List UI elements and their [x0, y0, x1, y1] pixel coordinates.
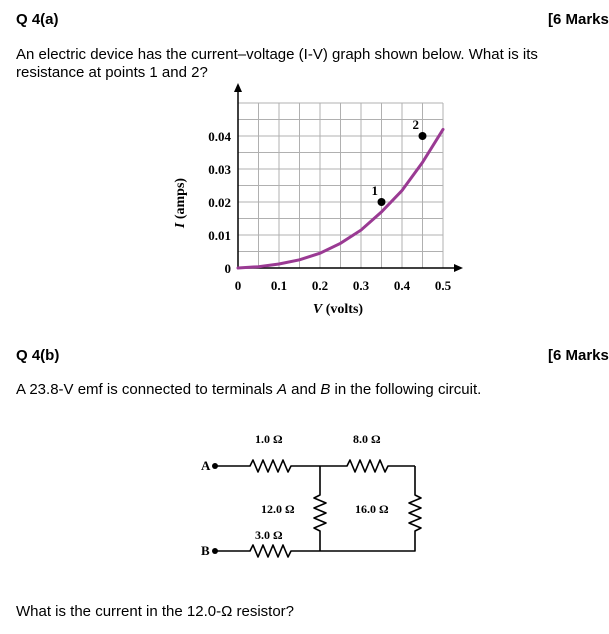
q4b-followup: What is the current in the 12.0-Ω resistor?: [16, 603, 294, 620]
resistor-2: [320, 460, 415, 472]
x-axis-arrow: [454, 264, 463, 272]
q4b-heading: Q 4(b): [16, 347, 60, 364]
chart-axes: [234, 83, 463, 272]
resistor-1: [215, 460, 320, 472]
resistor-5: [215, 545, 320, 557]
x-tick-label: 0.3: [352, 278, 370, 293]
data-point-2: [413, 117, 427, 140]
x-tick-label: 0.4: [393, 278, 411, 293]
circuit-diagram: [195, 420, 445, 570]
q4a-question-line2: resistance at points 1 and 2?: [16, 64, 208, 81]
q4b-question: A 23.8-V emf is connected to terminals A and B in the following circuit.: [16, 381, 482, 398]
resistor-3: [314, 466, 326, 551]
q4a-marks: [6 Marks: [548, 11, 609, 28]
terminal-a-dot: [212, 463, 218, 469]
resistor-5-label: 3.0 Ω: [255, 528, 283, 542]
x-tick-label: 0.5: [434, 278, 452, 293]
x-tick-label: 0.2: [311, 278, 329, 293]
q4a-heading: Q 4(a): [16, 11, 59, 28]
resistor-1-label: 1.0 Ω: [255, 432, 283, 446]
q4b-marks: [6 Marks: [548, 347, 609, 364]
resistor-2-label: 8.0 Ω: [353, 432, 381, 446]
q4a-question: [16, 46, 606, 82]
y-tick-label: 0.04: [208, 129, 231, 144]
y-axis-label: I (amps): [173, 177, 188, 229]
y-axis-arrow: [234, 83, 242, 92]
data-point-label: 1: [371, 183, 378, 198]
q4a-question-line1: An electric device has the current–voltage (I-V) graph shown below. What is its: [16, 46, 538, 63]
resistor-3-label: 12.0 Ω: [261, 502, 295, 516]
data-point-marker: [419, 132, 427, 140]
data-point-label: 2: [412, 117, 419, 132]
iv-graph: [160, 80, 470, 325]
data-point-1: [372, 183, 386, 206]
y-tick-label: 0.01: [208, 228, 231, 243]
x-axis-label: V (volts): [312, 302, 364, 317]
resistor-4-label: 16.0 Ω: [355, 502, 389, 516]
terminal-a-label: A: [201, 458, 211, 473]
terminal-b-label: B: [201, 543, 210, 558]
data-point-marker: [378, 198, 386, 206]
y-tick-label: 0: [224, 261, 231, 276]
y-tick-label: 0.03: [208, 162, 231, 177]
x-tick-label: 0: [234, 278, 242, 293]
terminal-b-dot: [212, 548, 218, 554]
q4b-terminal-b: B: [320, 381, 331, 398]
y-tick-label: 0.02: [208, 195, 231, 210]
q4b-terminal-a: A: [276, 381, 287, 398]
x-tick-label: 0.1: [270, 278, 288, 293]
